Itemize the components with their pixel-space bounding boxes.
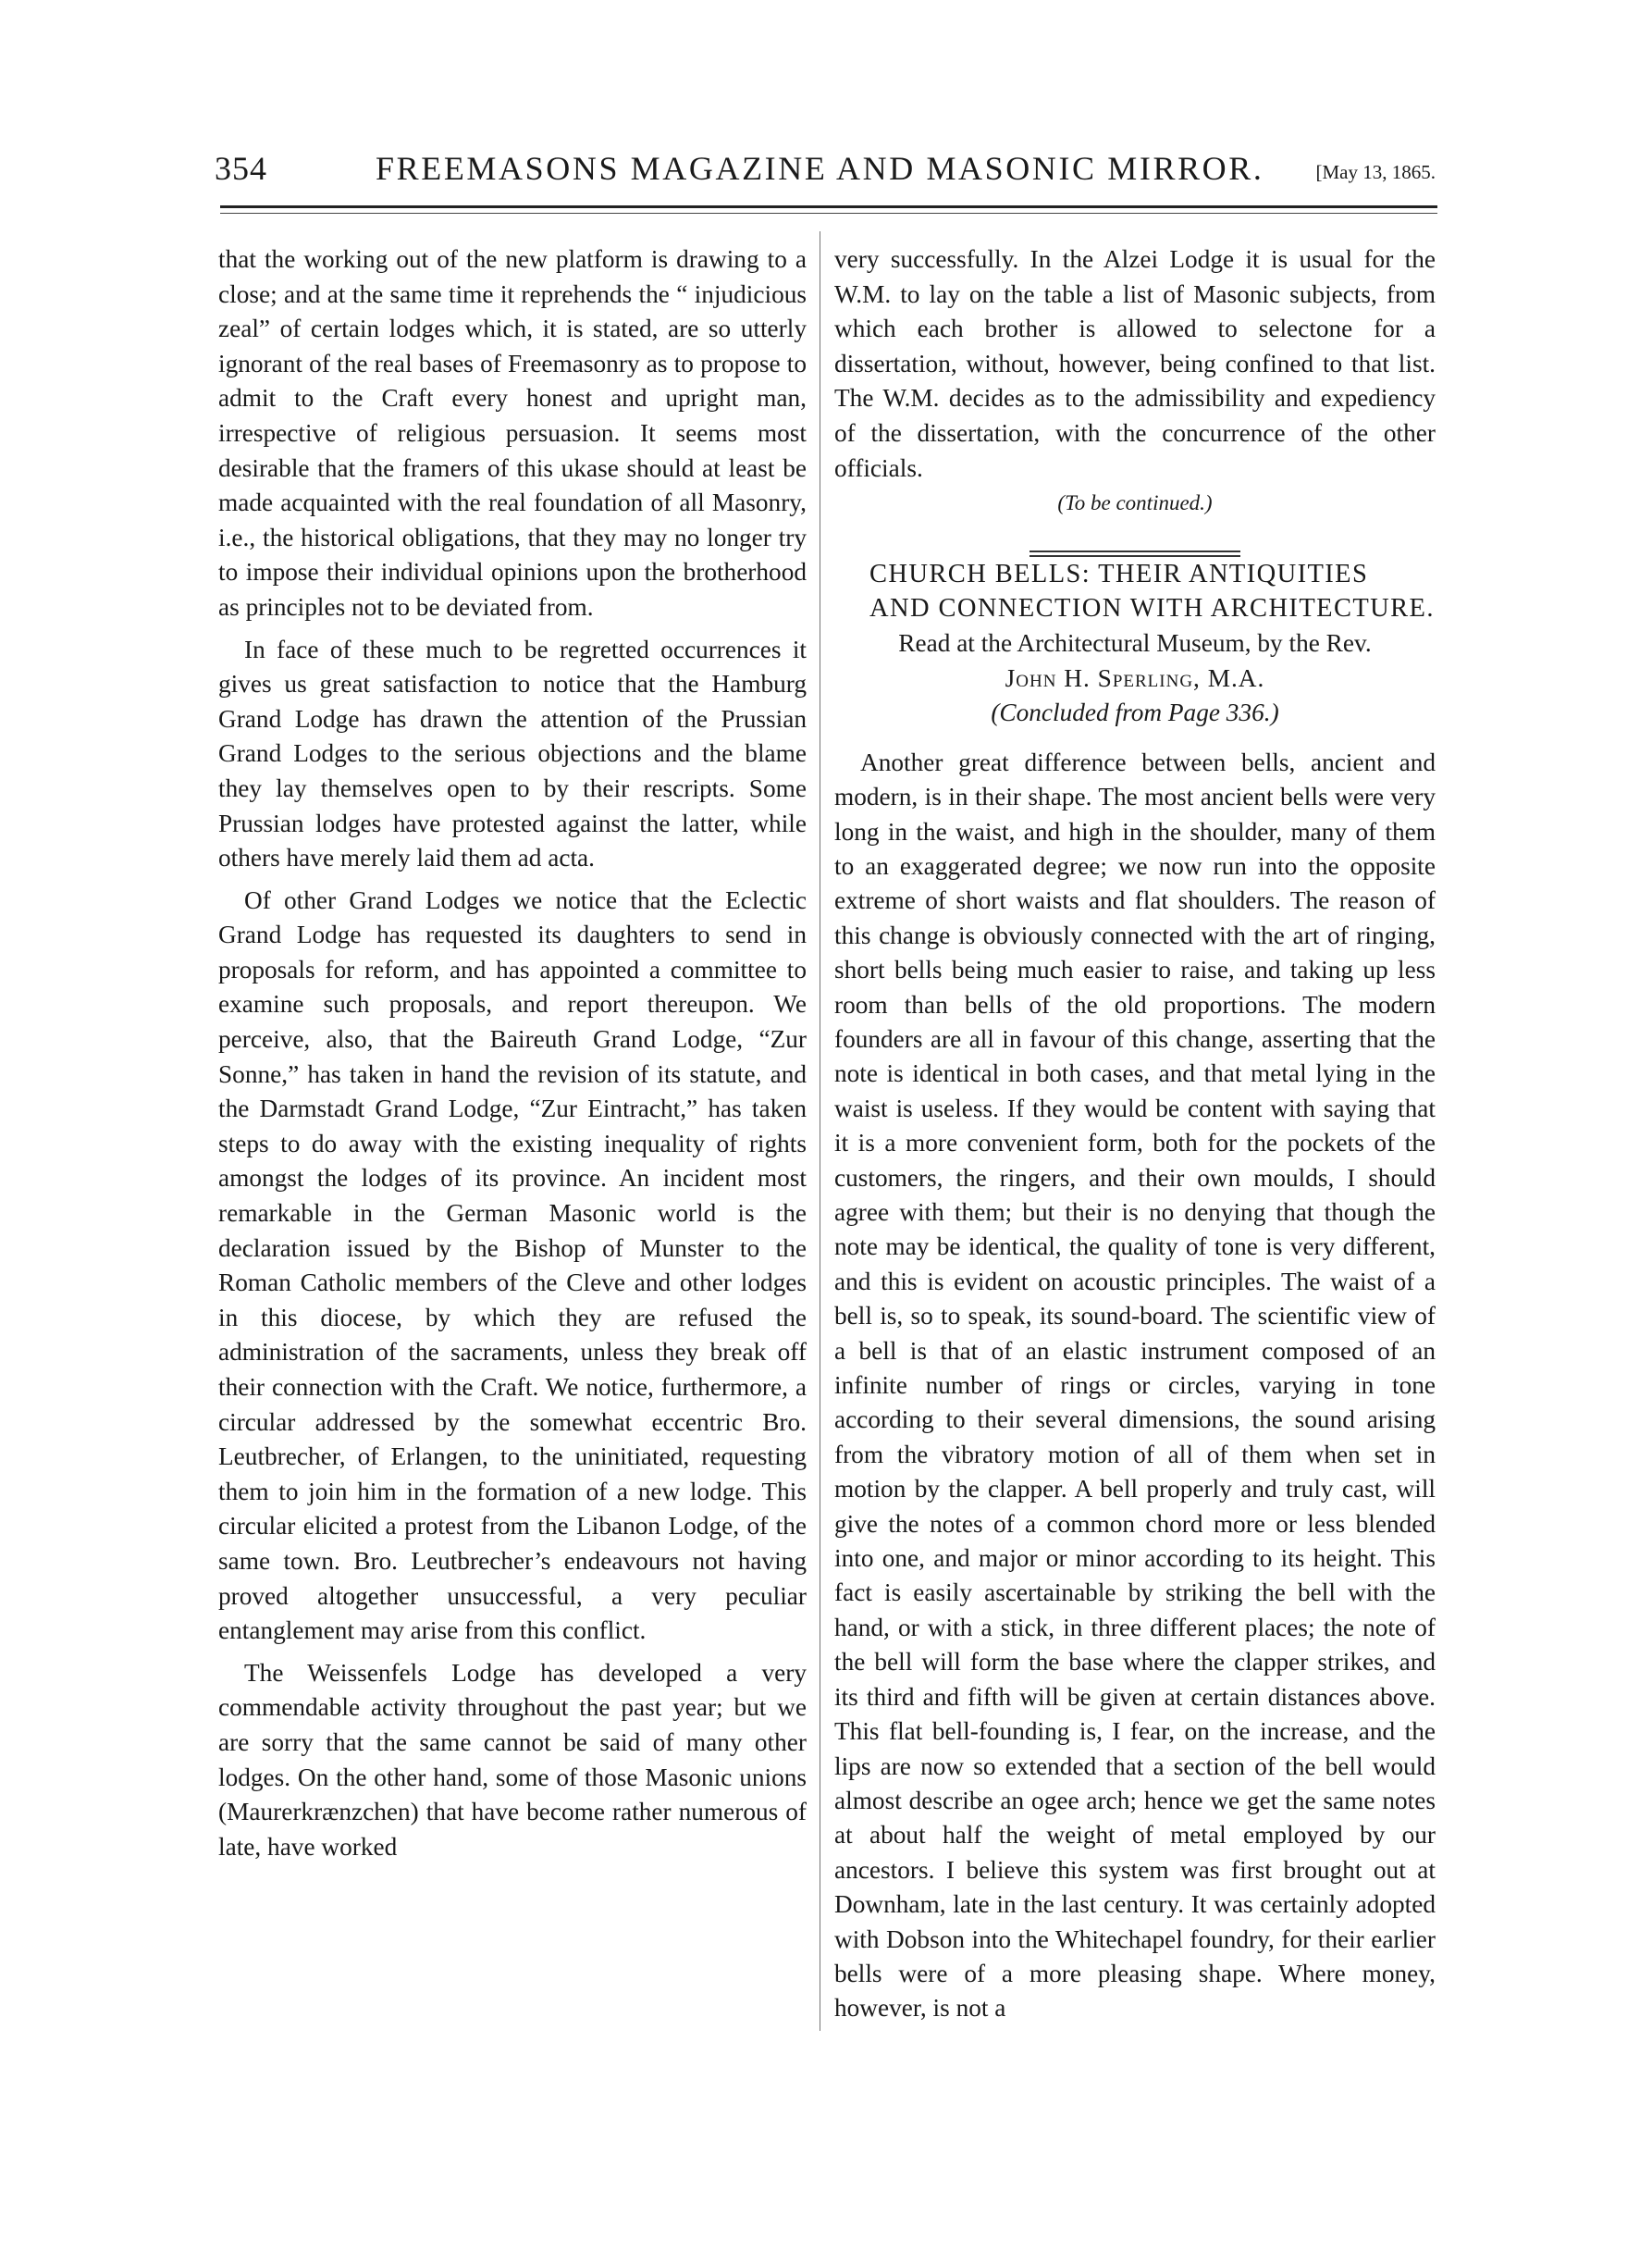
left-paragraph-3: Of other Grand Lodges we notice that the Eclectic Grand Lodge has requested its daughters to send in proposals for reform, and has appointed a committee to examine such proposals, and report thereupon. We perceive, also, that the Baireuth Grand Lodge, “Zur Sonne,” has taken in hand the revision of its statute, and the Darmstadt Grand Lodge, “Zur Eintracht,” has taken steps to do away with the existing inequality of rights amongst the lodges of its province. An incident most remarkable in the German Masonic world is the declaration issued by the Bishop of Munster to the Roman Catholic members of the Cleve and other lodges in this diocese, by which they are refused the administration of the sacraments, unless they break off their connection with the Craft. We notice, furthermore, a circular addressed by the somewhat eccentric Bro. Leutbrecher, of Erlangen, to the uninitiated, requesting them to join him in the formation of a new lodge. This circular elicited a protest from the Libanon Lodge, of the same town. Bro. Leutbrecher’s endeavours not having proved altogether unsuccessful, a very peculiar entanglement may arise from this conflict.	[218, 885, 807, 1645]
right-continuation-paragraph: very successfully. In the Alzei Lodge it is usual for the W.M. to lay on the table a list of Masonic subjects, from which each brother is allowed to selectone for a dissertation, without, however, being confined to that list. The W.M. decides as to the admissibility and expediency of the dissertation, with the concurrence of the other officials.	[834, 245, 1436, 482]
header-rule-thick	[220, 205, 1437, 208]
byline-author: John H. Sperling, M.A.	[1005, 663, 1265, 692]
article-body: Another great difference between bells, ancient and modern, is in their shape. The most ancient bells were very long in the waist, and high in the shoulder, many of them to an exaggerated degree; we now run into the opposite extreme of short waists and flat shoulders. The reason of this change is obviously connected with the art of ringing, short bells being much easier to raise, and taking up less room than bells of the old proportions. The modern founders are all in favour of this change, asserting that the note is identical in both cases, and that metal lying in the waist is useless. If they would be content with saying that it is a more convenient form, both for the pockets of the customers, the ringers, and their own moulds, I should agree with them; but their is no denying that though the note may be identical, the quality of tone is very different, and this is evident on acoustic principles. The waist of a bell is, so to speak, its sound-board. The scientific view of a bell is that of an elastic instrument composed of an infinite number of rings or circles, varying in tone according to their several dimensions, the sound arising from the vibratory motion of all of them when set in motion by the clapper. A bell properly and truly cast, will give the notes of a common chord more or less blended into one, and major or minor according to its height. This fact is easily ascertainable by striking the bell with the hand, or with a stick, in three different places; the note of the bell will form the base where the clapper strikes, and its third and fifth will be given at certain distances above. This flat bell-founding is, I fear, on the increase, and the lips are now so extended that a section of the bell would almost describe an ogee arch; hence we get the same notes at about half the weight of metal employed by our ancestors. I believe this system was first brought out at Downham, late in the last century. It was certainly adopted with Dobson into the Whitechapel foundry, for their earlier bells were of a more pleasing shape. Where money, however, is not a	[834, 748, 1436, 2023]
to-be-continued-note: (To be continued.)	[1057, 491, 1213, 515]
left-paragraph-2: In face of these much to be regretted occurrences it gives us great satisfaction to notice that the Hamburg Grand Lodge has drawn the attention of the Prussian Grand Lodges to the serious objections and the blame they lay themselves open to by their rescripts. Some Prussian lodges have protested against the latter, while others have merely laid them ad acta.	[218, 635, 807, 872]
left-paragraph-1: that the working out of the new platform is drawing to a close; and at the same time it reprehends the “ injudicious zeal” of certain lodges which, it is stated, are so utterly ignorant of the real bases of Freemasonry as to propose to admit to the Craft every honest and upright man, irrespective of religious persuasion. It seems most desirable that the framers of this ukase should at least be made acquainted with the real foundation of all Masonry, i.e., the historical obligations, that they may no longer try to impose their individual opinions upon the brotherhood as principles not to be deviated from.	[218, 245, 807, 621]
magazine-title: FREEMASONS MAGAZINE AND MASONIC MIRROR.	[376, 150, 1264, 187]
issue-date: [May 13, 1865.	[1315, 161, 1436, 183]
concluded-note: (Concluded from Page 336.)	[991, 699, 1279, 727]
left-paragraph-4: The Weissenfels Lodge has developed a very commendable activity throughout the past year; but we are sorry that the same cannot be said of many other lodges. On the other hand, some of those Masonic unions (Maurerkrænzchen) that have become rather numerous of late, have worked	[218, 1658, 807, 1861]
left-column	[218, 242, 807, 1864]
article-title: CHURCH BELLS: THEIR ANTIQUITIES AND CONNECTION WITH ARCHITECTURE.	[869, 559, 1435, 624]
right-column	[834, 242, 1436, 2026]
byline	[834, 626, 1436, 696]
header-rule-thin	[220, 213, 1437, 214]
running-head	[215, 144, 1445, 192]
section-double-rule	[1029, 551, 1240, 557]
page-number: 354	[215, 150, 267, 187]
byline-prefix: Read at the Architectural Museum, by the Rev.	[898, 628, 1372, 657]
